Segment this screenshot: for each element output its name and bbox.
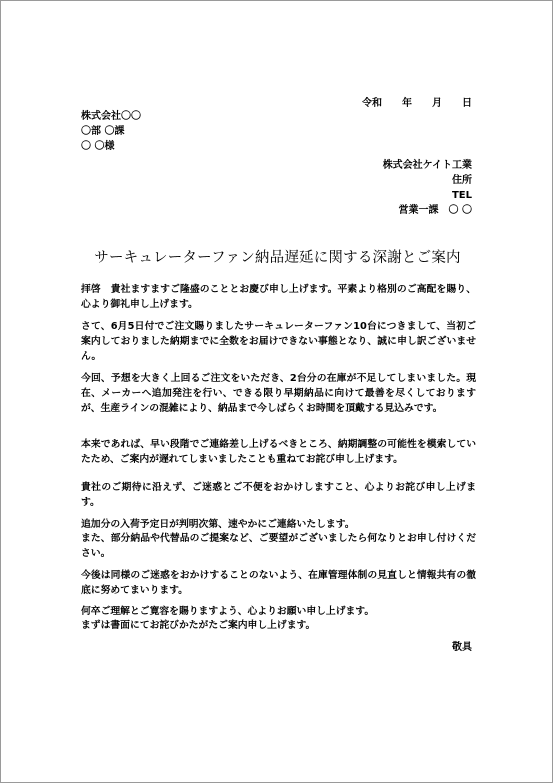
closing-word: 敬具 xyxy=(452,642,472,653)
sender-person: 営業一課 〇 〇 xyxy=(398,205,472,216)
sender-address-label: 住所 xyxy=(452,175,472,186)
letter-date: 令和 年 月 日 xyxy=(362,98,472,109)
letter-title: サーキュレーターファン納品遅延に関する深謝とご案内 xyxy=(94,250,461,266)
paragraph-conclusion: まずは書面にてお詫びかたがたご案内申し上げます。 xyxy=(81,620,316,631)
paragraph-situation: 今回、予想を大きく上回るご注文をいただき、2台分の在庫が不足してしまいました。現在、メーカーへ追加発注を行い、できる限り早期納品に向けて最善を尽くしておりますが、生産ラインの混雑により、納品まで今しばらくお時間を頂戴する見込みです。 xyxy=(81,373,476,414)
sender-tel-label: TEL xyxy=(451,190,472,201)
paragraph-request: 何卒ご理解とご寛容を賜りますよう、心よりお願い申し上げます。 xyxy=(81,606,375,617)
paragraph-arrival-notice: 追加分の入荷予定日が判明次第、速やかにご連絡いたします。 xyxy=(81,519,355,530)
paragraph-apology-inconvenience: 貴社のご期待に沿えず、ご迷惑とご不便をおかけしますこと、心よりお詫び申し上げます。 xyxy=(81,482,476,508)
paragraph-prevention: 今後は同様のご迷惑をおかけすることのないよう、在庫管理体制の見直しと情報共有の徹底に努めてまいります。 xyxy=(81,570,476,596)
sender-company: 株式会社ケイト工業 xyxy=(382,160,472,171)
paragraph-order: さて、6月5日付でご注文賜りましたサーキュレーターファン10台につきまして、当初ご案内しておりました納期までに全数をお届けできない事態となり、誠に申し訳ございません。 xyxy=(81,321,476,362)
paragraph-alternatives: また、部分納品や代替品のご提案など、ご要望がございましたら何なりとお申し付けください。 xyxy=(81,533,476,559)
recipient-company: 株式会社〇〇 xyxy=(81,111,141,122)
recipient-department: 〇部 〇課 xyxy=(81,126,125,137)
paragraph-apology-delay: 本来であれば、早い段階でご連絡差し上げるべきところ、納期調整の可能性を模索していたため、ご案内が遅れてしまいましたことも重ねてお詫び申し上げます。 xyxy=(81,439,476,465)
recipient-name: 〇 〇様 xyxy=(81,141,115,152)
paragraph-greeting: 拝啓 貴社ますますご隆盛のこととお慶び申し上げます。平素より格別のご高配を賜り、心より御礼申し上げます。 xyxy=(81,284,476,310)
